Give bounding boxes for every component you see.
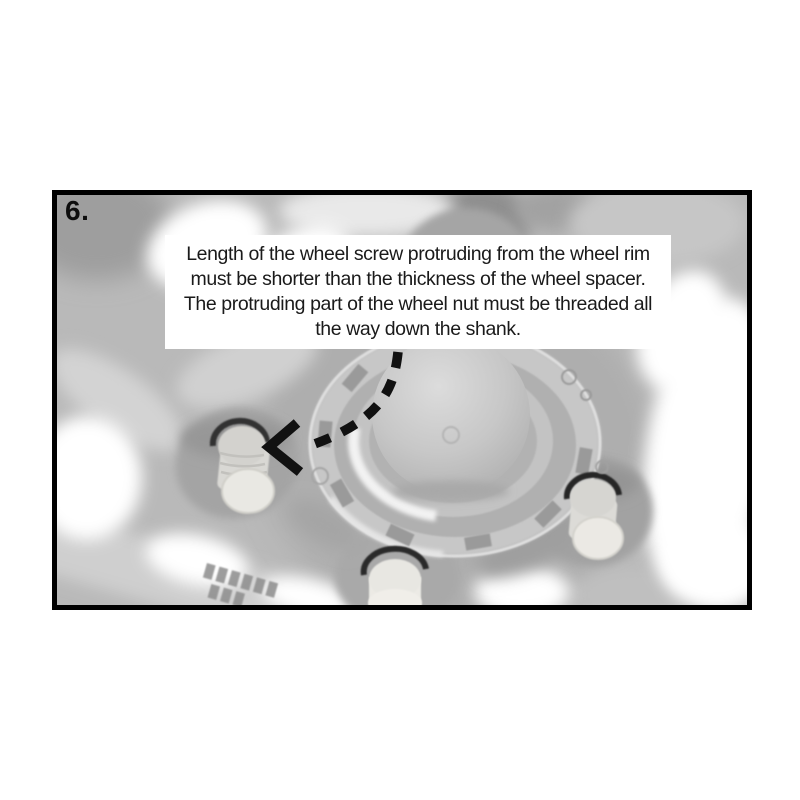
hub-ring	[310, 330, 600, 556]
instruction-figure-frame	[52, 190, 752, 610]
caption-line-4: the way down the shank.	[315, 318, 521, 340]
caption-line-1: Length of the wheel screw protruding from the wheel rim	[186, 243, 650, 265]
step-number: 6.	[65, 195, 90, 226]
caption-line-2: must be shorter than the thickness of the wheel spacer.	[190, 268, 646, 290]
wheel-stud-right	[567, 475, 623, 559]
caption-line-3: The protruding part of the wheel nut must be threaded all	[183, 293, 653, 315]
caption-box	[165, 235, 671, 349]
